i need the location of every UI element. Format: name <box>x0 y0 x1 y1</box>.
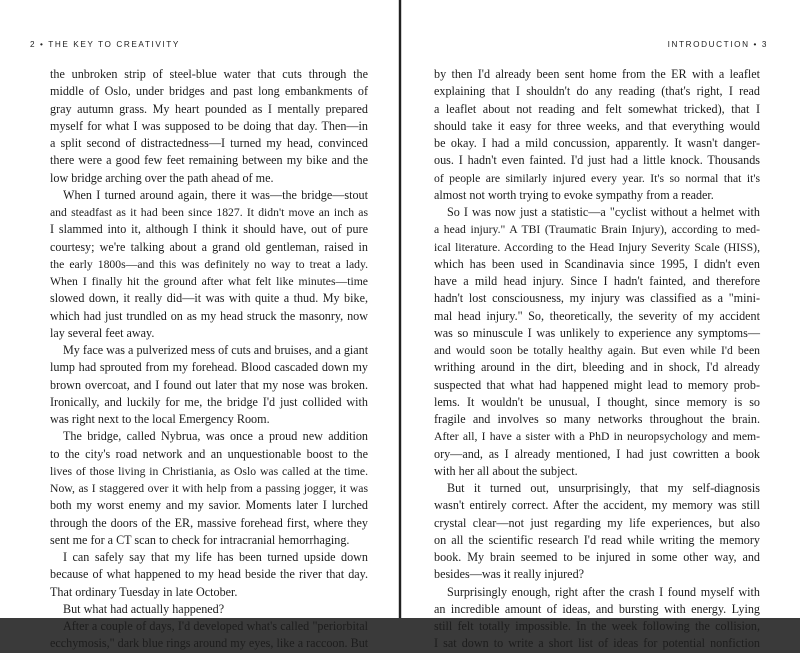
text-line: because of what happened to my head beside the river that day. <box>50 567 368 582</box>
text-line: writhing around in the dirt, bleeding and in shock, I'd already <box>434 360 760 375</box>
text-line: almost not worth trying to evoke sympathy from a reader. <box>434 187 714 202</box>
left-page-text <box>50 66 368 653</box>
text-line: ous. I hadn't even fainted. I'd just had a little knock. Thousands <box>434 153 760 168</box>
text-line: When I finally hit the ground after what felt like minutes—time <box>50 275 368 288</box>
text-line: on all the scientific research I'd read while writing the memory <box>434 532 760 547</box>
text-line: besides—was it really injured? <box>434 567 585 582</box>
text-line: have a mild head injury. Since I hadn't fainted, and therefore <box>434 274 760 288</box>
right-page-text <box>434 66 760 653</box>
text-line: My face was a pulverized mess of cuts and bruises, and a giant <box>63 343 369 357</box>
right-page <box>401 0 800 651</box>
text-line: fragile and involves so many networks throughout the brain. <box>434 412 760 426</box>
text-line: still felt totally impossible. In the week following the collision, <box>434 619 760 633</box>
text-line: the unbroken strip of steel-blue water that cuts through the <box>50 67 368 81</box>
text-line: I slammed into it, although I think it should have, out of pure <box>50 222 368 237</box>
text-line: should take it easy for three weeks, and that everything would <box>434 118 760 133</box>
text-line: an incredible amount of ideas, and bursting with energy. Lying <box>434 601 760 616</box>
text-line: there were a good few feet remaining between my bike and the <box>50 153 368 168</box>
text-line: brown overcoat, and I found out later that my nose was broken. <box>50 377 368 392</box>
text-line: a head injury." A TBI (Traumatic Brain Injury), according to med- <box>434 223 760 237</box>
text-line: Surprisingly enough, right after the crash I found myself with <box>447 584 760 599</box>
text-line: lump had sprouted from my forehead. Blood cascaded down my <box>50 360 368 375</box>
text-line: ecchymosis," dark blue rings around my eyes, like a raccoon. But <box>50 636 369 651</box>
text-line: After a couple of days, I'd developed what's called "periorbital <box>63 619 368 633</box>
text-line: After all, I have a sister with a PhD in neuropsychology and mem- <box>434 430 760 444</box>
text-line: suspected that what had happened might lead to memory prob- <box>434 377 760 392</box>
text-line: lay several feet away. <box>50 325 155 340</box>
text-line: I can safely say that my life has been turned upside down <box>63 550 368 564</box>
text-line: ory—and, as I already mentioned, I had just cowritten a book <box>434 446 760 461</box>
text-line: myself for what I was supposed to be doing that day. Then—in <box>50 118 368 133</box>
text-line: crystal clear—not just regarding my life experiences, but also <box>434 515 760 530</box>
text-line: middle of Oslo, under bridges and past long embankments of <box>50 84 368 99</box>
text-line: through the doors of the ER, massive forehead first, where they <box>50 515 368 530</box>
text-line: to the city's road network and an unquestionable boost to the <box>50 446 368 461</box>
text-line: a split second of distractedness—I turned my head, convinced <box>50 136 368 150</box>
text-line: Now, as I staggered over it with help from a passing jogger, it was <box>50 482 368 495</box>
text-line: explaining that I shouldn't do any reading (that's right, I read <box>434 84 760 99</box>
text-line: by then I'd already been sent home from the ER with a leaflet <box>434 67 760 81</box>
text-line: book. My brain seemed to be injured in some other way, and <box>434 550 760 564</box>
text-line: gray autumn grass. My heart pounded as I mentally prepared <box>50 101 368 116</box>
text-line: So I was now just a statistic—a "cyclist without a helmet with <box>447 205 760 219</box>
text-line: which has been used in Scandinavia since 1995, I didn't even <box>434 256 760 271</box>
text-line: sent me for a CT scan to check for intracranial hemorrhaging. <box>50 532 350 547</box>
text-line: both my worst enemy and my savior. Moments later I lurched <box>50 498 368 513</box>
text-line: was right next to the local Emergency Room. <box>50 412 270 426</box>
text-line: courtesy; we're talking about a grand old gentleman, raised in <box>50 239 368 254</box>
text-line: low bridge arching over the path ahead of me. <box>50 170 274 185</box>
text-line: hadn't lost consciousness, my injury was classified as a "mini- <box>434 291 760 306</box>
text-line: But it turned out, unsurprisingly, that my self-diagnosis <box>447 481 760 495</box>
text-line: of people are similarly injured every year. It's so normal that it's <box>434 171 760 185</box>
text-line: The bridge, called Nybrua, was once a proud new addition <box>63 429 368 444</box>
text-line: the early 1800s—and this was definitely no way to treat a lady. <box>50 257 368 271</box>
text-line: wasn't entirely correct. After the accident, my memory was still <box>434 498 760 513</box>
right-running-head: INTRODUCTION • 3 <box>667 40 768 49</box>
text-line: which had just trundled on as my head struck the masonry, now <box>50 308 368 323</box>
text-line: ical literature. According to the Head Injury Severity Scale (HISS), <box>434 240 760 254</box>
text-line: lives of those living in Christiania, as Oslo was called at the time. <box>50 464 368 478</box>
text-line: and steadfast as it had been since 1827. It didn't move an inch as <box>50 206 368 219</box>
text-line: Ironically, and luckily for me, the bridge I'd just collided with <box>50 394 368 409</box>
text-line: a leaflet about not reading and felt somewhat tricked), that I <box>434 101 760 116</box>
text-line: and would soon be totally healthy again. But even while I'd been <box>434 344 760 357</box>
text-line: was so minuscule I was unlikely to experience any symptoms— <box>434 325 760 340</box>
left-page <box>0 0 399 651</box>
text-line: slowed down, it really did—it was with quite a thud. My bike, <box>50 291 368 306</box>
text-line: be okay. I had a mild concussion, apparently. It wasn't danger- <box>434 136 760 150</box>
text-line: When I turned around again, there it was—the bridge—stout <box>63 187 368 202</box>
text-line: mal head injury." So, theoretically, the severity of my accident <box>434 308 760 323</box>
text-line: lems. It wouldn't be unusual, I thought, since memory is so <box>434 394 760 409</box>
left-running-head: 2 • THE KEY TO CREATIVITY <box>30 40 180 49</box>
text-line: I sat down to write a short list of ideas for potential nonfiction <box>434 636 760 651</box>
text-line: with her all about the subject. <box>434 463 578 478</box>
text-line: But what had actually happened? <box>63 601 225 616</box>
text-line: That ordinary Tuesday in late October. <box>50 584 238 599</box>
